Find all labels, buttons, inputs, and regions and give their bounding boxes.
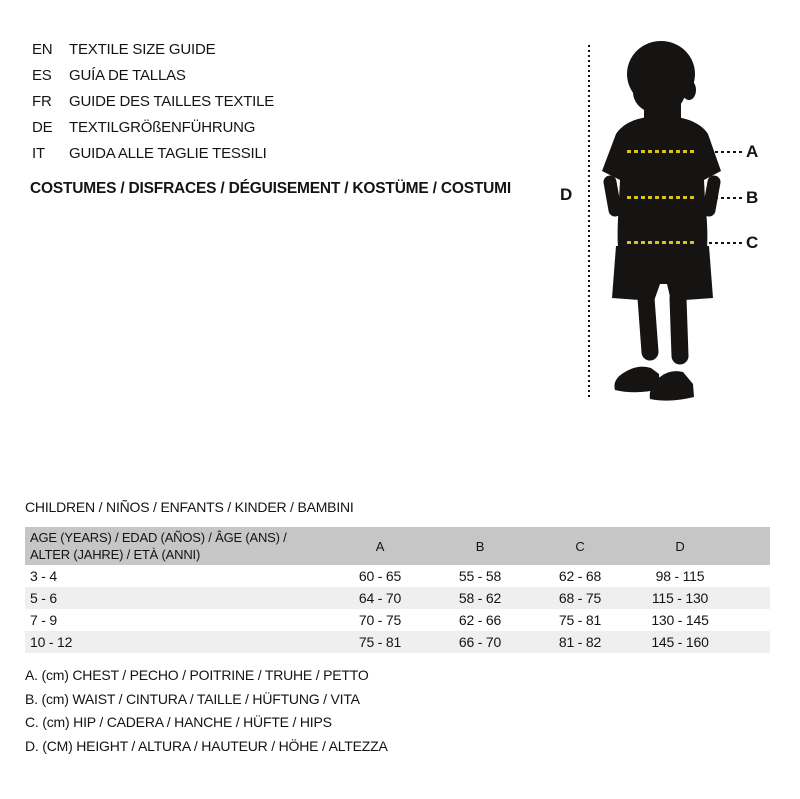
waist-cell: 58 - 62 [430, 587, 530, 609]
age-cell: 3 - 4 [30, 568, 58, 584]
legend-line-chest: A. (cm) CHEST / PECHO / POITRINE / TRUHE / PETTO [25, 667, 369, 683]
chest-leader-dash [703, 151, 743, 153]
height-cell: 130 - 145 [651, 612, 709, 628]
column-header-a: A [330, 527, 430, 565]
column-header-pad [730, 527, 770, 565]
language-code: FR [32, 92, 52, 110]
language-row-en [32, 36, 274, 62]
legend-line-waist: B. (cm) WAIST / CINTURA / TAILLE / HÜFTUNG / VITA [25, 690, 360, 707]
waist-measure-dash [627, 196, 695, 199]
height-measure-dotted-line [588, 45, 590, 398]
language-code: IT [32, 144, 45, 162]
age-cell: 10 - 12 [25, 631, 330, 653]
column-header-c: C [530, 527, 630, 565]
language-title-list [32, 36, 274, 166]
column-header-b: B [430, 527, 530, 565]
table-row [25, 609, 770, 631]
chest-cell: 70 - 75 [358, 612, 402, 628]
waist-cell: 66 - 70 [430, 631, 530, 653]
height-cell: 115 - 130 [630, 587, 730, 609]
measure-label-b: B [746, 188, 759, 207]
language-code: ES [32, 66, 52, 84]
table-row [25, 565, 770, 587]
language-code: EN [32, 40, 53, 58]
waist-cell: 55 - 58 [458, 568, 502, 584]
hip-cell: 75 - 81 [558, 612, 602, 628]
children-section-title: CHILDREN / NIÑOS / ENFANTS / KINDER / BAMBINI [25, 499, 354, 515]
waist-cell: 62 - 66 [458, 612, 502, 628]
language-row-fr [32, 88, 274, 114]
table-header-row [25, 527, 770, 565]
language-label: GUIDA ALLE TAGLIE TESSILI [69, 144, 267, 162]
chest-measure-dash [627, 150, 695, 153]
waist-leader-dash [703, 197, 743, 199]
language-row-de [32, 114, 274, 140]
table-row [25, 631, 770, 653]
language-label: GUIDE DES TAILLES TEXTILE [69, 92, 275, 110]
chest-cell: 75 - 81 [330, 631, 430, 653]
hip-cell: 81 - 82 [530, 631, 630, 653]
language-row-es [32, 62, 274, 88]
measure-label-d: D [560, 185, 573, 204]
category-title: COSTUMES / DISFRACES / DÉGUISEMENT / KOSTÜME / COSTUMI [30, 180, 511, 197]
legend-line-hip: C. (cm) HIP / CADERA / HANCHE / HÜFTE / HIPS [25, 714, 332, 730]
hip-leader-dash [703, 242, 743, 244]
height-cell: 145 - 160 [630, 631, 730, 653]
chest-cell: 64 - 70 [330, 587, 430, 609]
column-header-d: D [630, 527, 730, 565]
measure-legend [25, 664, 388, 758]
age-cell: 5 - 6 [25, 587, 330, 609]
hip-measure-dash [627, 241, 695, 244]
language-label: GUÍA DE TALLAS [69, 66, 186, 84]
language-label: TEXTILE SIZE GUIDE [69, 40, 216, 58]
table-row [25, 587, 770, 609]
age-column-header: AGE (YEARS) / EDAD (AÑOS) / ÂGE (ANS) / ALTER (JAHRE) / ETÀ (ANNI) [25, 527, 330, 565]
language-code: DE [32, 118, 53, 136]
legend-line-height: D. (CM) HEIGHT / ALTURA / HAUTEUR / HÖHE / ALTEZZA [25, 737, 388, 754]
age-cell: 7 - 9 [30, 612, 58, 628]
measure-label-c: C [746, 233, 759, 252]
hip-cell: 68 - 75 [530, 587, 630, 609]
chest-cell: 60 - 65 [358, 568, 402, 584]
children-size-table [25, 527, 770, 653]
hip-cell: 62 - 68 [558, 568, 602, 584]
height-cell: 98 - 115 [655, 568, 705, 584]
measure-label-a: A [746, 142, 759, 161]
language-row-it [32, 140, 274, 166]
language-label: TEXTILGRÖßENFÜHRUNG [69, 118, 256, 136]
